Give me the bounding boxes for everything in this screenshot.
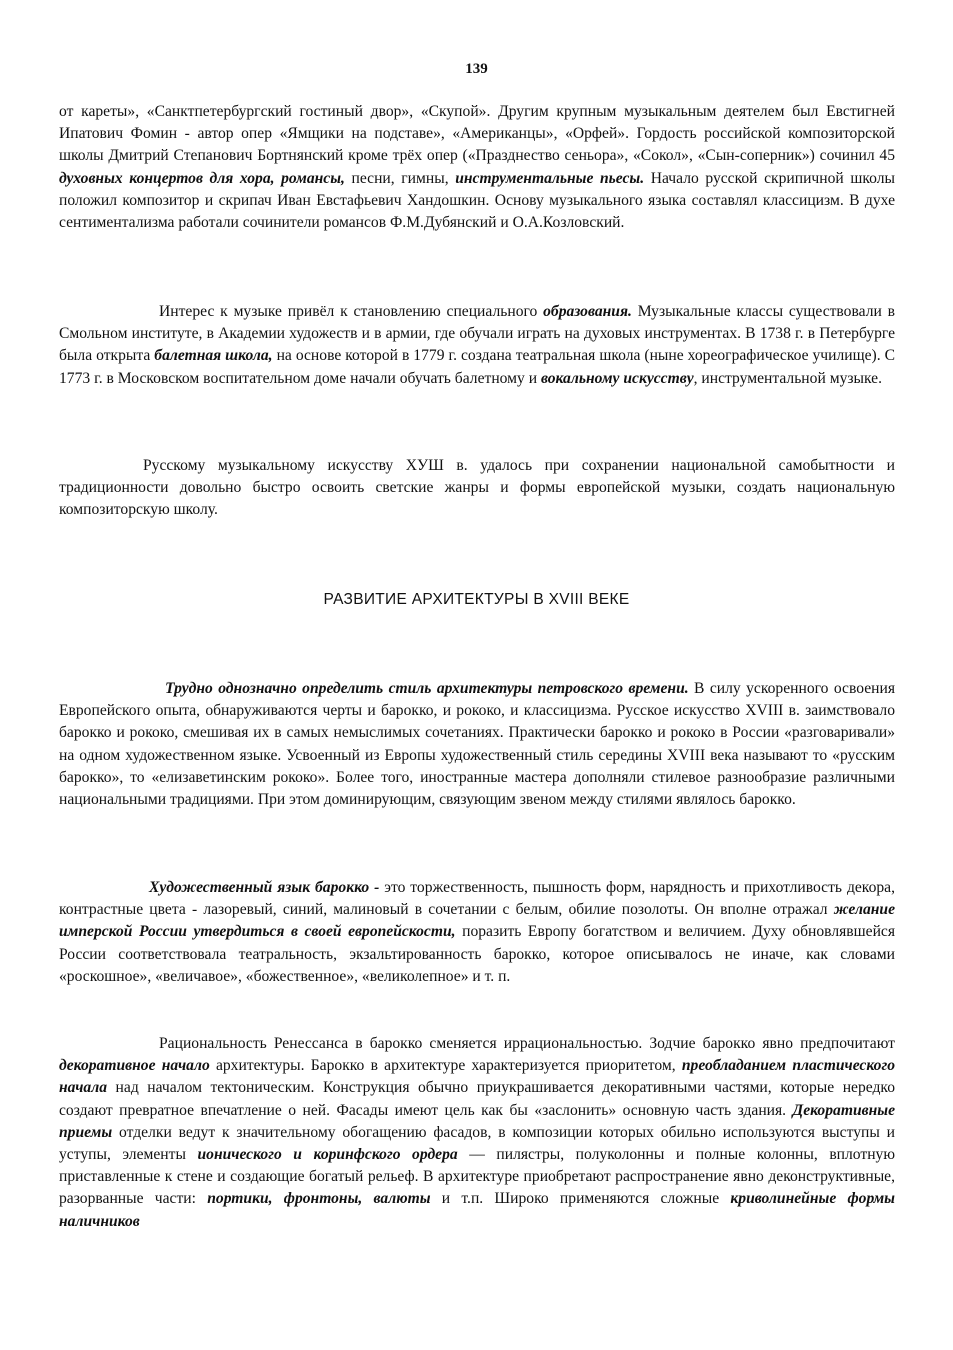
emphasis-run: образования. bbox=[543, 303, 632, 320]
text-run: над началом тектоническим. Конструкция обычно приукрашивается декоративными частями, которые нередко создают превратное впечатление о ней. Фасады имеют цель как бы «заслонить» основную часть здания. bbox=[59, 1079, 895, 1119]
emphasis-run: портики, фронтоны, валюты bbox=[207, 1190, 431, 1208]
emphasis-run: Трудно однозначно определить стиль архитектуры петровского времени. bbox=[165, 680, 689, 697]
paragraph-music-composers bbox=[59, 101, 895, 234]
text-run: — пилястры, полуколонны и полные колонны, вплотную приставленные к стене и создающие богатый рельеф. В архитектуре приобретают распространение явно деконструктивные, разорванные части: bbox=[59, 1146, 896, 1208]
emphasis-run: Художественный язык барокко - bbox=[149, 879, 380, 896]
text-run: В силу ускоренного освоения Европейского опыта, обнаруживаются черты и барокко, и рококо, и классицизма. Русское искусство XVIII в. заимствовало барокко и рококо, смешивая их в самых немыслимых сочетаниях. Практически барокко и рококо в России «разговаривали» на одном художественном языке. Усвоенный из Европы художественный стиль середины XVIII века называют то «русским барокко», то «елизаветинским рококо». Более того, иностранные мастера дополняли стилевое разнообразие различными национальными традициями. При этом доминирующим, связующим звеном между стилями являлось барокко. bbox=[59, 680, 895, 809]
emphasis-run: декоративное начало bbox=[59, 1057, 210, 1075]
text-run: и т.п. Широко применяются сложные bbox=[430, 1190, 731, 1208]
emphasis-run: желание имперской России утвердиться в своей европейскости, bbox=[59, 901, 895, 941]
paragraph-baroque-rationality bbox=[59, 1033, 895, 1233]
emphasis-run: преобладанием пластического начала bbox=[59, 1057, 896, 1097]
section-heading: РАЗВИТИЕ АРХИТЕКТУРЫ В XVIII ВЕКЕ bbox=[323, 591, 630, 608]
text-run: Русскому музыкальному искусству ХУШ в. удалось при сохранении национальной самобытности и традиционности довольно быстро освоить светские жанры и формы европейской музыки, создать национальную композиторскую школу. bbox=[59, 457, 895, 519]
emphasis-run: ионического и коринфского ордера bbox=[197, 1146, 458, 1164]
emphasis-run: вокальному искусству bbox=[540, 369, 694, 387]
text-run: на основе которой в 1779 г. создана театральная школа (ныне хореографическое училище). С 1773 г. в Московском воспитательном доме начали обучать балетному и bbox=[59, 347, 896, 387]
text-run: отделки ведут к значительному обогащению фасадов, в композиции которых обильно используются выступы и уступы, элементы bbox=[59, 1123, 895, 1164]
text-run: архитектуры. Барокко в архитектуре характеризуется приоритетом, bbox=[209, 1057, 682, 1075]
text-run: от кареты», «Санктпетербургский гостиный двор», «Скупой». Другим крупным музыкальным деятелем был Евстигней Ипатович Фомин - автор опер «Ямщики на подставе», «Американцы», «Орфей». Гордость российской композиторской школы Дмитрий Степанович Бортнянский кроме трёх опер («Празднество сеньора», «Сокол», «Сын-соперник») сочинил 45 bbox=[59, 103, 895, 165]
emphasis-run: духовных концертов для хора, романсы, bbox=[59, 169, 345, 187]
paragraph-petrine-style bbox=[59, 678, 895, 811]
text-run: , инструментальной музыке. bbox=[693, 369, 883, 387]
text-run: это торжественность, пышность форм, нарядность и прихотливость декора, контрастные цвета - лазоревый, синий, малиновый в сочетании с белым, обилие позолоты. Он вполне отражал bbox=[59, 879, 896, 919]
page-number: 139 bbox=[465, 61, 488, 77]
text-run: Рациональность Ренессанса в барокко сменяется иррациональностью. Зодчие барокко явно предпочитают bbox=[159, 1035, 895, 1052]
emphasis-run: Декоративные приемы bbox=[59, 1101, 895, 1141]
text-run: Начало русской скрипичной школы положил композитор и скрипач Иван Евстафьевич Хандошкин. Основу музыкального языка составлял классицизм. В духе сентиментализма работали сочинители романсов Ф.М.Дубянский и О.А.Козловский. bbox=[59, 169, 895, 232]
paragraph-music-education bbox=[59, 301, 895, 390]
emphasis-run: инструментальные пьесы. bbox=[455, 169, 645, 187]
text-run: поразить Европу богатством и величием. Духу обновлявшейся России соответствовала театральность, экзальтированность барокко, которое описывалось не иначе, как словами «роскошное», «величавое», «божественное», «великолепное» и т. п. bbox=[59, 923, 896, 985]
paragraph-baroque-language bbox=[59, 877, 895, 988]
emphasis-run: балетная школа, bbox=[154, 347, 273, 365]
paragraph-music-summary bbox=[59, 455, 895, 522]
emphasis-run: криволинейные формы наличников bbox=[59, 1190, 895, 1230]
text-run: Интерес к музыке привёл к становлению специального bbox=[159, 303, 544, 320]
text-run: Музыкальные классы существовали в Смольном институте, в Академии художеств и в армии, где обучали играть на духовых инструментах. В 1738 г. в Петербурге была открыта bbox=[59, 303, 895, 365]
text-run: песни, гимны, bbox=[344, 169, 456, 187]
